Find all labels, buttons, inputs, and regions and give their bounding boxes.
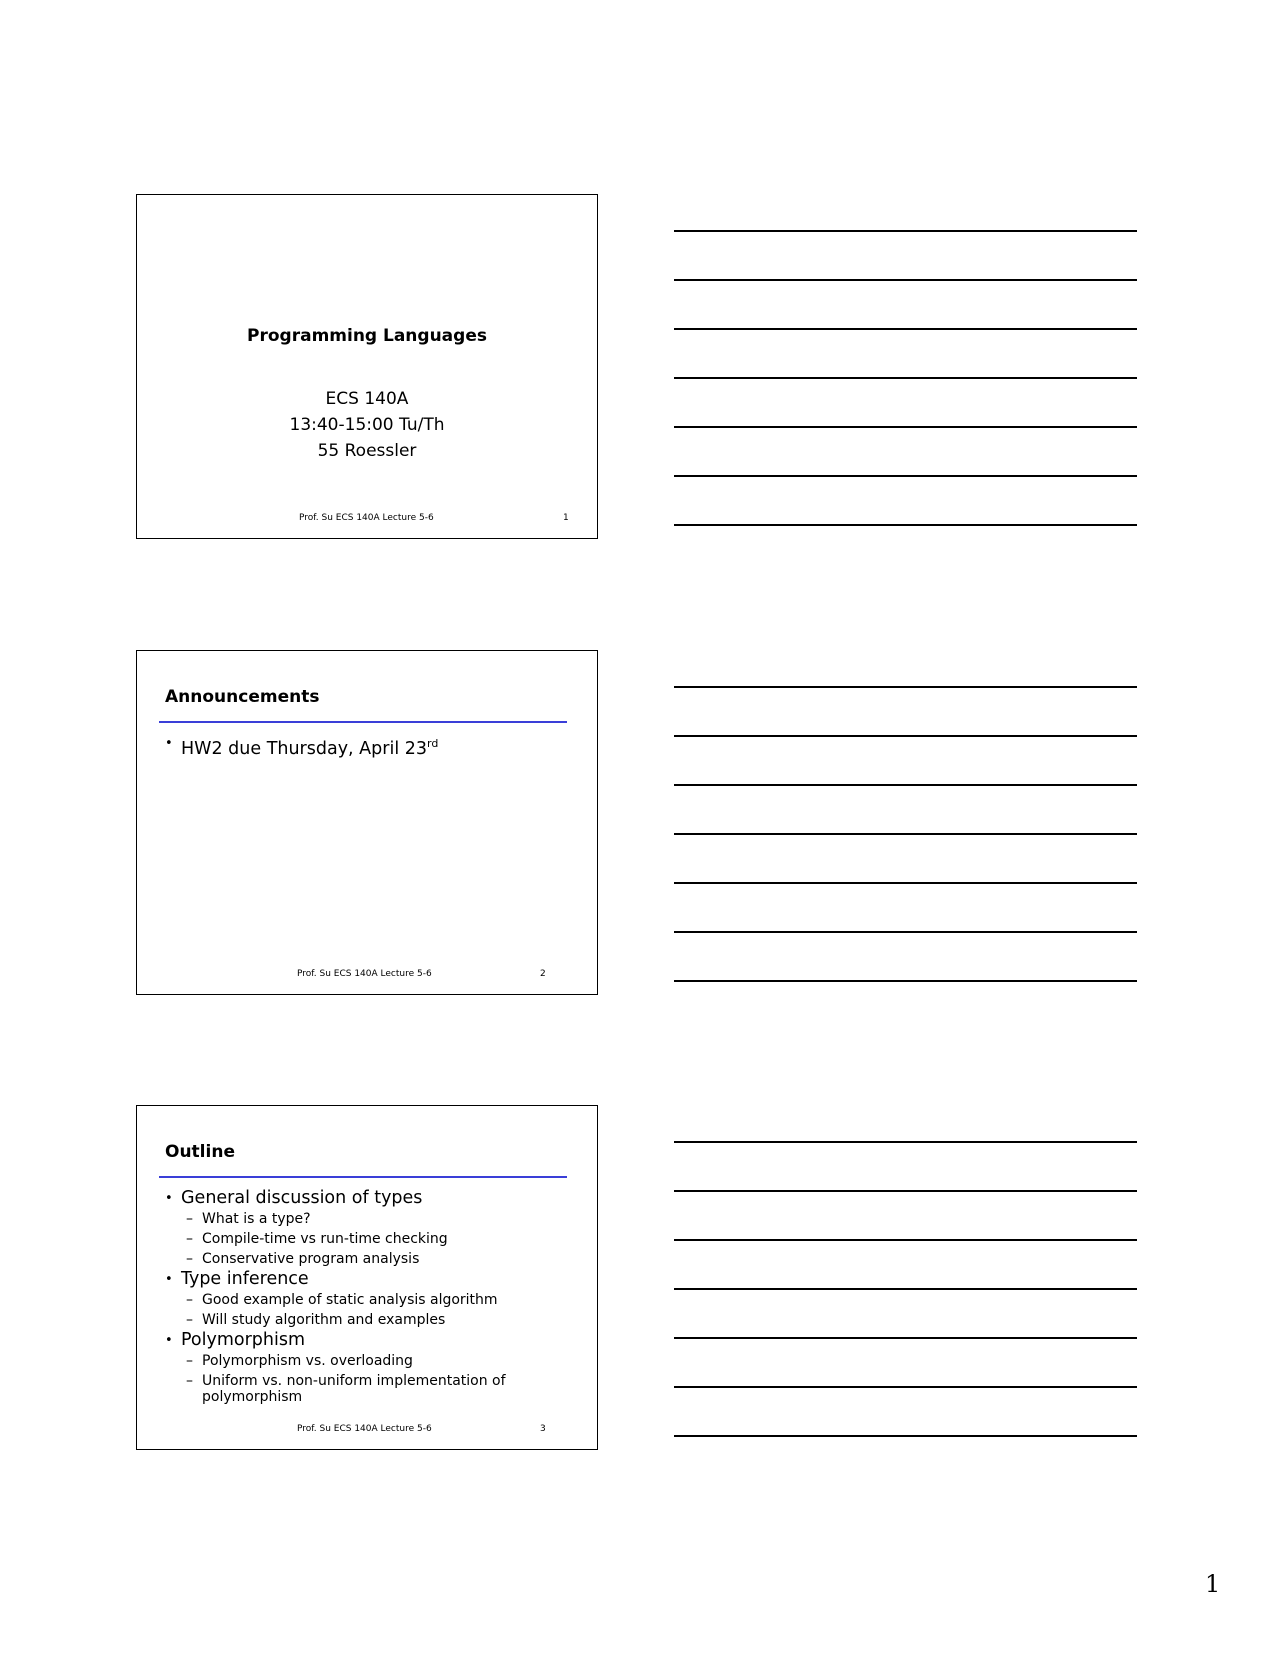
note-line — [674, 230, 1137, 232]
page-number: 1 — [1205, 1570, 1221, 1598]
slide-number: 3 — [540, 1424, 546, 1434]
slide-number: 1 — [563, 513, 569, 523]
heading-rule — [159, 1176, 567, 1178]
sub-bullet-item: – Conservative program analysis — [165, 1249, 577, 1269]
bullet-list — [165, 733, 577, 760]
title-block — [137, 326, 597, 464]
note-line — [674, 1239, 1137, 1241]
note-line — [674, 328, 1137, 330]
note-line — [674, 524, 1137, 526]
sub-bullet-item: – Compile-time vs run-time checking — [165, 1229, 577, 1249]
note-line — [674, 686, 1137, 688]
sub-bullet-item: – Will study algorithm and examples — [165, 1310, 577, 1330]
slide-number: 2 — [540, 969, 546, 979]
note-line — [674, 1435, 1137, 1437]
slide-3 — [136, 1105, 598, 1450]
bullet-item — [165, 733, 577, 760]
footer-text: Prof. Su ECS 140A Lecture 5-6 — [297, 1424, 432, 1434]
note-line — [674, 1190, 1137, 1192]
note-line — [674, 1141, 1137, 1143]
course-time: 13:40-15:00 Tu/Th — [289, 415, 445, 435]
sub-bullet-item: – What is a type? — [165, 1209, 577, 1229]
course-room: 55 Roessler — [317, 441, 417, 461]
slide-title: Programming Languages — [247, 326, 487, 346]
sub-bullet-item: – Good example of static analysis algorithm — [165, 1290, 577, 1310]
course-info — [137, 386, 597, 464]
bullet-item: • Type inference — [165, 1269, 577, 1290]
slide-1 — [136, 194, 598, 539]
footer-text: Prof. Su ECS 140A Lecture 5-6 — [299, 513, 434, 523]
note-line — [674, 1288, 1137, 1290]
bullet-item: • Polymorphism — [165, 1330, 577, 1351]
slide-2 — [136, 650, 598, 995]
note-line — [674, 882, 1137, 884]
note-line — [674, 735, 1137, 737]
note-line — [674, 475, 1137, 477]
footer-text: Prof. Su ECS 140A Lecture 5-6 — [297, 969, 432, 979]
ordinal-suffix: rd — [427, 737, 439, 750]
slide-heading: Outline — [165, 1142, 235, 1162]
bullet-list — [165, 1188, 577, 1405]
sub-bullet-item: – Polymorphism vs. overloading — [165, 1351, 577, 1371]
note-line — [674, 980, 1137, 982]
note-line — [674, 833, 1137, 835]
bullet-text: HW2 due Thursday, April 23 — [181, 738, 428, 759]
heading-rule — [159, 721, 567, 723]
course-code: ECS 140A — [325, 389, 409, 409]
slide-heading: Announcements — [165, 687, 320, 707]
sub-bullet-item: – Uniform vs. non-uniform implementation of polymorphism — [165, 1373, 577, 1405]
note-line — [674, 1386, 1137, 1388]
note-line — [674, 279, 1137, 281]
note-line — [674, 784, 1137, 786]
note-line — [674, 377, 1137, 379]
bullet-item: • General discussion of types — [165, 1188, 577, 1209]
note-line — [674, 426, 1137, 428]
note-line — [674, 1337, 1137, 1339]
note-line — [674, 931, 1137, 933]
